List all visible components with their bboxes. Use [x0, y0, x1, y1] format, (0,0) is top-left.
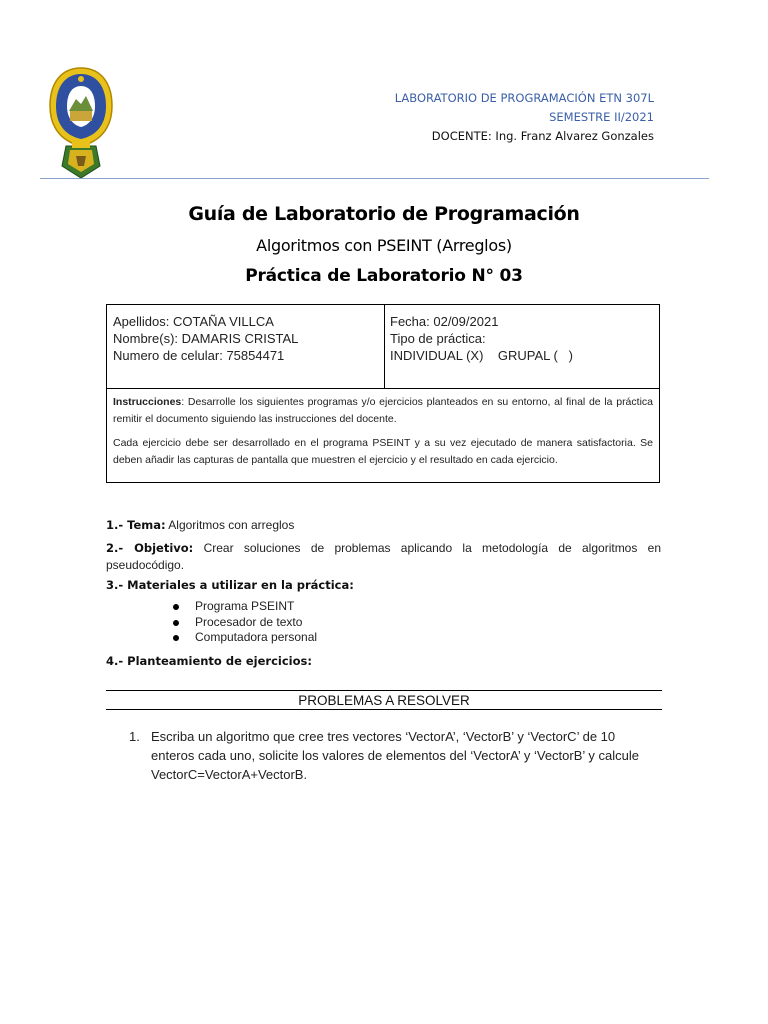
planteamiento-label: 4.- Planteamiento de ejercicios:	[106, 654, 312, 668]
section-planteamiento	[106, 653, 661, 670]
instructions-label: Instrucciones	[113, 396, 182, 408]
list-item: Programa PSEINT	[173, 599, 317, 615]
document-title: Guía de Laboratorio de Programación	[188, 203, 580, 225]
practice-type-label: Tipo de práctica:	[390, 331, 486, 346]
section-objetivo	[106, 540, 661, 574]
materiales-label: 3.- Materiales a utilizar en la práctica:	[106, 578, 354, 592]
problems-header: PROBLEMAS A RESOLVER	[106, 690, 662, 710]
header-divider	[40, 178, 709, 179]
tema-label: 1.- Tema:	[106, 518, 166, 532]
bullet-icon	[173, 635, 179, 641]
problem-item	[129, 727, 649, 784]
bullet-icon	[173, 620, 179, 626]
list-item: Procesador de texto	[173, 615, 317, 631]
practice-details-cell	[384, 305, 659, 389]
lab-name: LABORATORIO DE PROGRAMACIÓN ETN 307L	[394, 91, 654, 105]
section-tema	[106, 517, 661, 534]
practice-type-options: INDIVIDUAL (X) GRUPAL ( )	[390, 348, 573, 363]
instructions-text-2: Cada ejercicio debe ser desarrollado en el programa PSEINT y a su vez ejecutado de manera satisfactoria. Se deben añadir las capturas de pantalla que muestren el ejercicio y el resultado en cada ejercicio.	[113, 437, 653, 466]
document-subtitle: Algoritmos con PSEINT (Arreglos)	[256, 236, 512, 255]
semester: SEMESTRE II/2021	[549, 110, 654, 124]
practice-number: Práctica de Laboratorio N° 03	[245, 266, 523, 286]
objetivo-text: Crear soluciones de problemas aplicando la metodología de algoritmos en pseudocódigo.	[106, 541, 661, 572]
problem-number: 1.	[129, 729, 140, 744]
objetivo-label: 2.- Objetivo:	[106, 541, 194, 555]
problem-text: Escriba un algoritmo que cree tres vectores ‘VectorA’, ‘VectorB’ y ‘VectorC’ de 10 enteros cada uno, solicite los valores de elementos del ‘VectorA’ y ‘VectorB’ y calcule VectorC=VectorA+VectorB.	[151, 729, 639, 782]
university-seal-logo	[48, 66, 114, 180]
instructions-cell	[107, 388, 659, 482]
student-info-table	[106, 304, 660, 483]
student-surnames: Apellidos: COTAÑA VILLCA	[113, 314, 274, 329]
practice-date: Fecha: 02/09/2021	[390, 314, 499, 329]
section-materiales	[106, 577, 661, 594]
student-identity-cell	[107, 305, 385, 389]
teacher-name: DOCENTE: Ing. Franz Alvarez Gonzales	[431, 129, 654, 143]
student-phone: Numero de celular: 75854471	[113, 348, 285, 363]
student-names: Nombre(s): DAMARIS CRISTAL	[113, 331, 299, 346]
bullet-icon	[173, 604, 179, 610]
list-item: Computadora personal	[173, 630, 317, 646]
document-header	[395, 89, 654, 146]
materials-list	[173, 599, 317, 646]
instructions-text-1: : Desarrolle los siguientes programas y/o ejercicios planteados en su entorno, al final de la práctica remitir el documento siguiendo las instrucciones del docente.	[113, 396, 653, 425]
tema-text: Algoritmos con arreglos	[165, 518, 295, 532]
